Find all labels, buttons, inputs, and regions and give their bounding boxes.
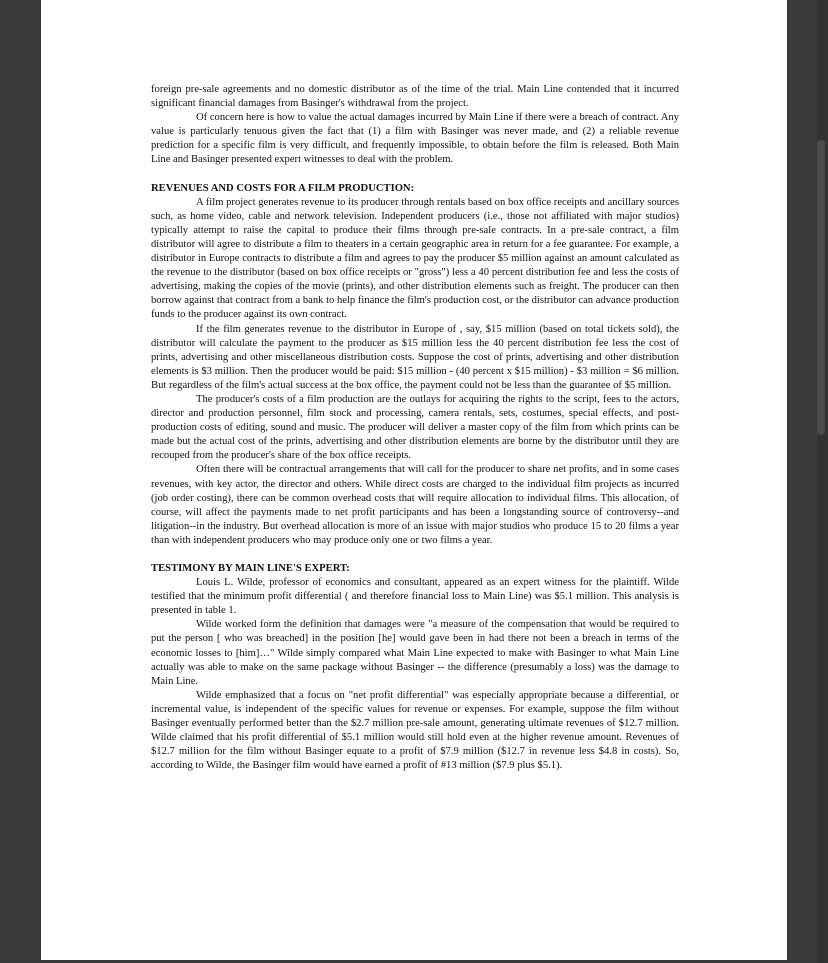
revenues-paragraph-1: A film project generates revenue to its producer through rentals based on box office receipts and ancillary sources such, as home video, cable and network television. Independent producers (i.e., those not affiliated with major studios) typically attempt to raise the capital to produce their films through pre-sale contracts. In a pre-sale contract, a film distributor will agree to distribute a film to theaters in a certain geographic area in return for a fee guarantee. For example, a distributor in Europe contracts to distribute a film and agrees to pay the producer $5 million against an amount calculated as the revenue to the distributor (based on box office receipts or "gross") less a 40 percent distribution fee and less the costs of advertising, making the copies of the movie (prints), and other distribution elements such as freight. The producer can then borrow against that contract from a bank to help finance the film's production cost, or the distributor can advance production funds to the producer against its own contract. <box>151 196 679 321</box>
viewer-background-left <box>0 0 41 963</box>
intro-paragraph-2: Of concern here is how to value the actual damages incurred by Main Line if there were a breach of contract. Any value is particularly tenuous given the fact that (1) a film with Basinger was never made, and (2) a reliable revenue prediction for a specific film is very difficult, and frequently impossible, to obtain before the film is released. Both Main Line and Basinger presented expert witnesses to deal with the problem. <box>151 112 679 166</box>
section-heading-testimony: TESTIMONY BY MAIN LINE'S EXPERT: <box>151 563 350 574</box>
testimony-paragraph-3: Wilde emphasized that a focus on "net profit differential" was especially appropriate because a differential, or incremental value, is independent of the specific values for revenue or expenses. For example, suppose the film without Basinger eventually performed better than the $2.7 million pre-sale amount, generating ultimate revenues of $12.7 million. Wilde claimed that his profit differential of $5.1 million would still hold even at the higher revenue amount. Revenues of $12.7 million for the film without Basinger equate to a profit of $7.9 million ($12.7 in revenue less $4.8 in costs). So, according to Wilde, the Basinger film would have earned a profit of #13 million ($7.9 plus $5.1). <box>151 689 679 772</box>
testimony-paragraph-1: Louis L. Wilde, professor of economics and consultant, appeared as an expert witness for the plaintiff. Wilde testified that the minimum profit differential ( and therefore financial loss to Main Line) was $5.1 million. This analysis is presented in table 1. <box>151 577 679 617</box>
revenues-paragraph-4: Often there will be contractual arrangements that will call for the producer to share net profits, and in some cases revenues, with key actor, the director and others. While direct costs are charged to the individual film projects as incurred (job order costing), there can be common overhead costs that will require allocation to individual films. This allocation, of course, will affect the payments made to net profit participants and has been a longstanding source of controversy--and litigation--in the industry. But overhead allocation is more of an issue with major studios who produce 15 to 20 films a year than with independent producers who may produce only one or two films a year. <box>151 464 679 546</box>
scrollbar-thumb[interactable] <box>817 140 825 435</box>
revenues-paragraph-3: The producer's costs of a film production are the outlays for acquiring the rights to the script, fees to the actors, director and production personnel, film stock and processing, camera rentals, sets, costumes, special effects, and post-production costs of editing, sound and music. The producer will deliver a master copy of the film from which prints can be made but the actual cost of the prints, advertising and other distribution elements are borne by the distributor until they are recouped from the producer's share of the box office receipts. <box>151 393 679 462</box>
section-heading-revenues: REVENUES AND COSTS FOR A FILM PRODUCTION: <box>151 182 415 194</box>
page-content <box>151 83 679 773</box>
testimony-paragraph-2: Wilde worked form the definition that damages were "a measure of the compensation that would be required to put the person [ who was breached] in the position [he] would gave been in had there not been a breach in terms of the economic losses to [him]…" Wilde simply compared what Main Line expected to make with Basinger to what Main Line actually was able to make on the same package without Basinger -- the difference (presumably a loss) was the damage to Main Line. <box>151 619 679 687</box>
revenues-paragraph-2: If the film generates revenue to the distributor in Europe of , say, $15 million (based on total tickets sold), the distributor will calculate the payment to the producer as $15 million less the 40 percent distribution fee less the cost of prints, advertising and other miscellaneous distribution costs. Suppose the cost of prints, advertising and other distribution elements is $3 million. Then the producer would be paid: $15 million - (40 percent x $15 million) - $3 million = $6 million. But regardless of the film's actual success at the box office, the payment could not be less than the guarantee of $5 million. <box>151 323 679 391</box>
document-page <box>41 0 787 960</box>
intro-paragraph-1: foreign pre-sale agreements and no domestic distributor as of the time of the trial. Main Line contended that it incurred significant financial damages from Basinger's withdrawal from the project. <box>151 84 679 110</box>
